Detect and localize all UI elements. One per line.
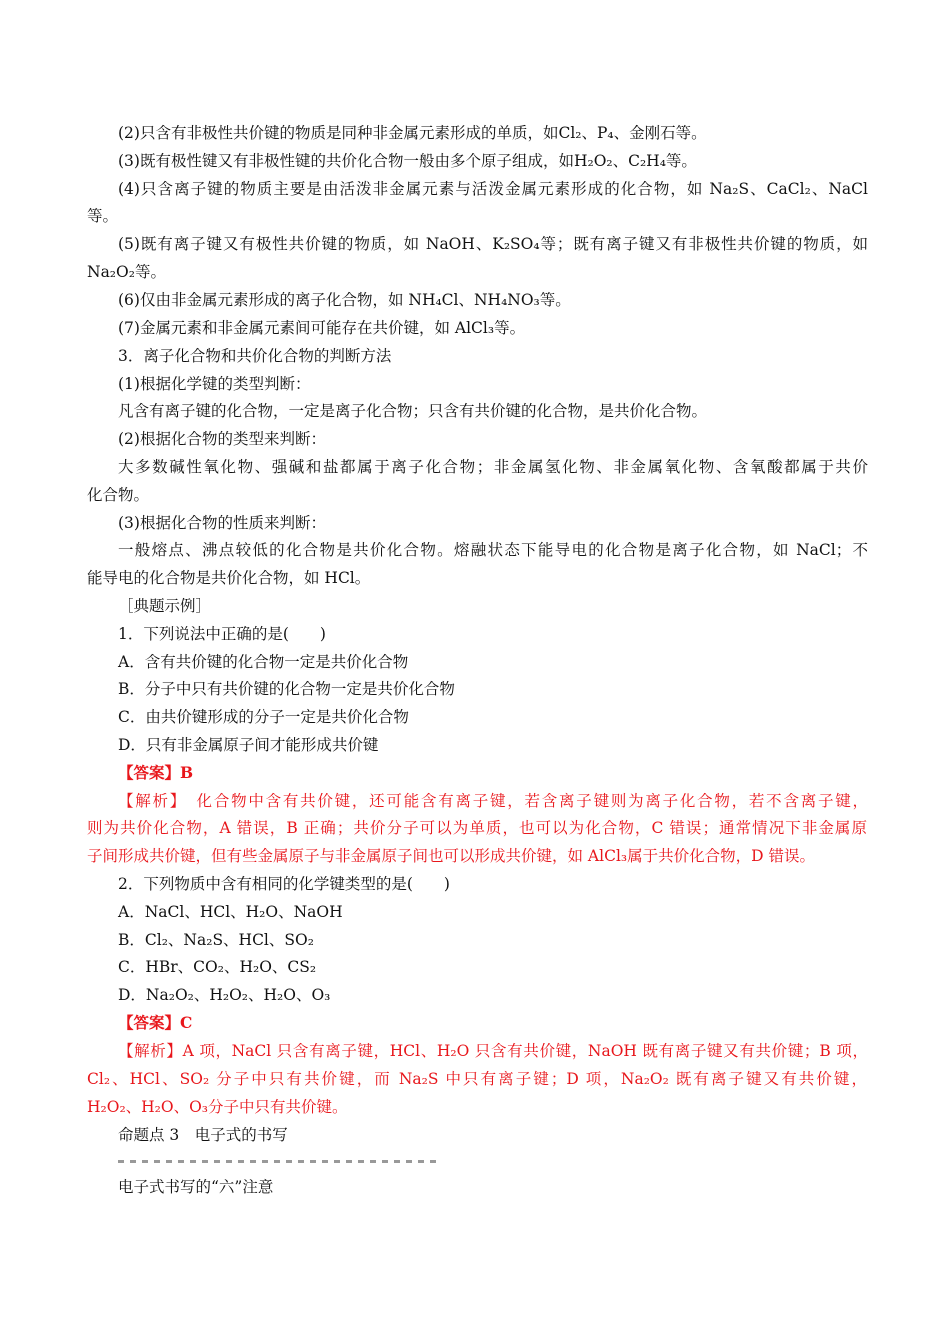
section-heading: 3．离子化合物和共价化合物的判断方法 [118, 347, 392, 365]
option-a: A．NaCl、HCl、H₂O、NaOH [118, 903, 343, 921]
sub-heading: (3)根据化合物的性质来判断： [118, 514, 326, 532]
sub-heading: (2)根据化合物的类型来判断： [118, 430, 326, 448]
question-1: 1．下列说法中正确的是( ) [118, 625, 326, 643]
text-line: 电子式书写的“六”注意 [118, 1178, 274, 1196]
option-a: A．含有共价键的化合物一定是共价化合物 [118, 653, 409, 671]
text-line: 一般熔点、沸点较低的化合物是共价化合物。熔融状态下能导电的化合物是离子化合物，如 NaCl；不 [118, 541, 868, 559]
text-line: (2)只含有非极性共价键的物质是同种非金属元素形成的单质，如Cl₂、P₄、金刚石等。 [118, 124, 707, 142]
sub-heading: (1)根据化学键的类型判断： [118, 375, 311, 393]
text-line: 化合物。 [87, 486, 150, 504]
text-line: 能导电的化合物是共价化合物，如 HCl。 [87, 569, 371, 587]
text-line: (5)既有离子键又有极性共价键的物质，如 NaOH、K₂SO₄等；既有离子键又有非极性共价键的物质，如 [118, 235, 868, 253]
analysis-1: 【解析】 化合物中含有共价键，还可能含有离子键，若含离子键则为离子化合物，若不含离子键， [118, 792, 868, 810]
text-line: (6)仅由非金属元素形成的离子化合物，如 NH₄Cl、NH₄NO₃等。 [118, 291, 571, 309]
analysis-2: H₂O₂、H₂O、O₃分子中只有共价键。 [87, 1098, 348, 1116]
example-heading: ［典题示例］ [118, 597, 212, 615]
text-line: 等。 [87, 207, 119, 225]
answer-1: 【答案】B [118, 763, 194, 782]
text-line: (7)金属元素和非金属元素间可能存在共价键，如 AlCl₃等。 [118, 319, 526, 337]
analysis-1: 则为共价化合物，A 错误，B 正确；共价分子可以为单质，也可以为化合物，C 错误；通常情况下非金属原 [87, 819, 867, 837]
option-d: D．Na₂O₂、H₂O₂、H₂O、O₃ [118, 986, 331, 1004]
dotted-separator [118, 1158, 442, 1166]
option-b: B．分子中只有共价键的化合物一定是共价化合物 [118, 680, 455, 698]
option-d: D．只有非金属原子间才能形成共价键 [118, 736, 379, 754]
option-c: C．HBr、CO₂、H₂O、CS₂ [118, 958, 317, 976]
text-line: Na₂O₂等。 [87, 263, 166, 281]
option-b: B．Cl₂、Na₂S、HCl、SO₂ [118, 931, 314, 949]
text-line: (3)既有极性键又有非极性键的共价化合物一般由多个原子组成，如H₂O₂、C₂H₄等。 [118, 152, 697, 170]
analysis-2: Cl₂、HCl、SO₂ 分子中只有共价键，而 Na₂S 中只有离子键；D 项，Na₂O₂ 既有离子键又有共价键， [87, 1070, 867, 1088]
analysis-1: 子间形成共价键，但有些金属原子与非金属原子间也可以形成共价键，如 AlCl₃属于共价化合物，D 错误。 [87, 847, 815, 865]
text-line: 大多数碱性氧化物、强碱和盐都属于离子化合物；非金属氢化物、非金属氧化物、含氧酸都属于共价 [118, 458, 868, 476]
option-c: C．由共价键形成的分子一定是共价化合物 [118, 708, 409, 726]
topic-heading: 命题点 3 电子式的书写 [118, 1126, 288, 1144]
answer-2: 【答案】C [118, 1013, 193, 1032]
analysis-2: 【解析】A 项，NaCl 只含有离子键，HCl、H₂O 只含有共价键，NaOH 既有离子键又有共价键；B 项， [118, 1042, 868, 1060]
question-2: 2．下列物质中含有相同的化学键类型的是( ) [118, 875, 450, 893]
text-line: (4)只含离子键的物质主要是由活泼非金属元素与活泼金属元素形成的化合物，如 Na₂S、CaCl₂、NaCl [118, 180, 868, 198]
text-line: 凡含有离子键的化合物，一定是离子化合物；只含有共价键的化合物，是共价化合物。 [118, 402, 708, 420]
